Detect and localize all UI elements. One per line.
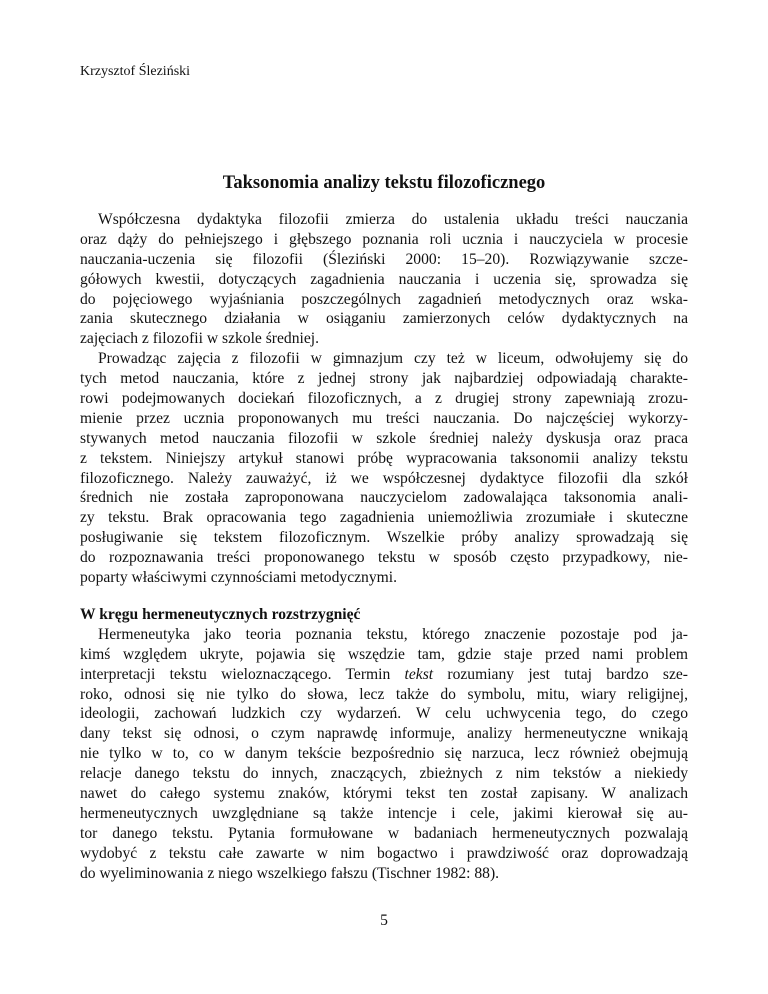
text-line: roko, odnosi się nie tylko do słowa, lecz także do symbolu, mitu, wiary religijnej, xyxy=(80,685,688,703)
text-line: kimś względem ukryte, pojawia się wszędzie tam, gdzie staje przed nami problem xyxy=(80,645,688,663)
text-line: zajęciach z filozofii w szkole średniej. xyxy=(80,330,319,348)
text-line: nawet do całego systemu znaków, którymi tekst ten został zapisany. W analizach xyxy=(80,785,688,803)
text-line: hermeneutycznych uwzględniane są także intencje i cele, jakimi kierował się au- xyxy=(80,804,688,822)
text-line xyxy=(80,665,688,685)
text-line: Hermeneutyka jako teoria poznania tekstu, którego znaczenie pozostaje pod ja- xyxy=(98,625,688,643)
text-line: rowi podejmowanych dociekań filozoficznych, a z drugiej strony zapewniają zrozu- xyxy=(80,390,688,408)
text-line: mienie przez ucznia proponowanych mu treści nauczania. Do najczęściej wykorzy- xyxy=(80,409,688,427)
italic-term: tekst xyxy=(404,665,434,683)
text-line: Prowadząc zajęcia z filozofii w gimnazjum czy też w liceum, odwołujemy się do xyxy=(98,350,688,368)
text-line: do wyeliminowania z niego wszelkiego fałszu (Tischner 1982: 88). xyxy=(80,864,500,882)
text-line: tor danego tekstu. Pytania formułowane w badaniach hermeneutycznych pozwalają xyxy=(80,824,688,842)
text-line: zania skutecznego działania w osiąganiu zamierzonych celów dydaktycznych na xyxy=(80,310,688,328)
text-line: oraz dąży do pełniejszego i głębszego poznania roli ucznia i nauczyciela w procesie xyxy=(80,230,688,248)
author-name: Krzysztof Śleziński xyxy=(80,64,191,79)
text-line: wydobyć z tekstu całe zawarte w nim bogactwo i prawdziwość oraz doprowadzają xyxy=(80,844,688,862)
paragraph xyxy=(80,349,688,588)
text-line: nauczania-uczenia się filozofii (Śleziński 2000: 15–20). Rozwiązywanie szcze- xyxy=(80,250,688,268)
text-line: relacje danego tekstu do innych, znaczących, zbieżnych z nim tekstów a niekiedy xyxy=(80,765,688,783)
text-line: Współczesna dydaktyka filozofii zmierza do ustalenia układu treści nauczania xyxy=(98,211,688,228)
text-line: z tekstem. Niniejszy artykuł stanowi próbę wypracowania taksonomii analizy tekstu xyxy=(80,449,688,467)
section xyxy=(80,605,688,883)
section-heading: W kręgu hermeneutycznych rozstrzygnięć xyxy=(80,606,361,623)
intro-text xyxy=(80,210,688,588)
paragraph xyxy=(80,210,688,349)
text-line: gółowych kwestii, dotyczących zagadnienia nauczania i uczenia się, sprowadza się xyxy=(80,270,688,288)
text-line: stywanych metod nauczania filozofii w szkole średniej należy dyskusja oraz praca xyxy=(80,429,688,447)
text-line: średnich nie została zaproponowana nauczycielom zadowalająca taksonomia anali- xyxy=(80,489,688,507)
text-line: nie tylko w to, co w danym tekście bezpośrednio się narzuca, lecz również obejmują xyxy=(80,745,688,763)
page-number: 5 xyxy=(380,912,388,929)
text-line: zy tekstu. Brak opracowania tego zagadnienia uniemożliwia zrozumiałe i skuteczne xyxy=(80,509,688,527)
text-line: dany tekst się odnosi, o czym naprawdę informuje, analizy hermeneutyczne wnikają xyxy=(80,725,688,743)
text-line: posługiwanie się tekstem filozoficznym. Wszelkie próby analizy sprowadzają się xyxy=(80,529,688,547)
article-title: Taksonomia analizy tekstu filozoficznego xyxy=(222,173,546,193)
text-line: poparty właściwymi czynnościami metodycznymi. xyxy=(80,569,397,587)
text-segment: interpretacji tekstu wieloznaczącego. Termin xyxy=(80,665,405,683)
text-line: do rozpoznawania treści proponowanego tekstu w sposób często przypadkowy, nie- xyxy=(80,549,688,567)
text-segment: rozumiany jest tutaj bardzo sze- xyxy=(433,665,688,683)
text-line: filozoficznego. Należy zauważyć, iż we współczesnej dydaktyce filozofii dla szkół xyxy=(80,469,688,487)
text-line: do pojęciowego wyjaśniania poszczególnych zagadnień metodycznych oraz wska- xyxy=(80,290,688,308)
text-line: tych metod nauczania, które z jednej strony jak najbardziej odpowiadają charakte- xyxy=(80,370,688,388)
text-line: ideologii, zachowań ludzkich czy wydarzeń. W celu uchwycenia tego, do czego xyxy=(80,705,688,723)
